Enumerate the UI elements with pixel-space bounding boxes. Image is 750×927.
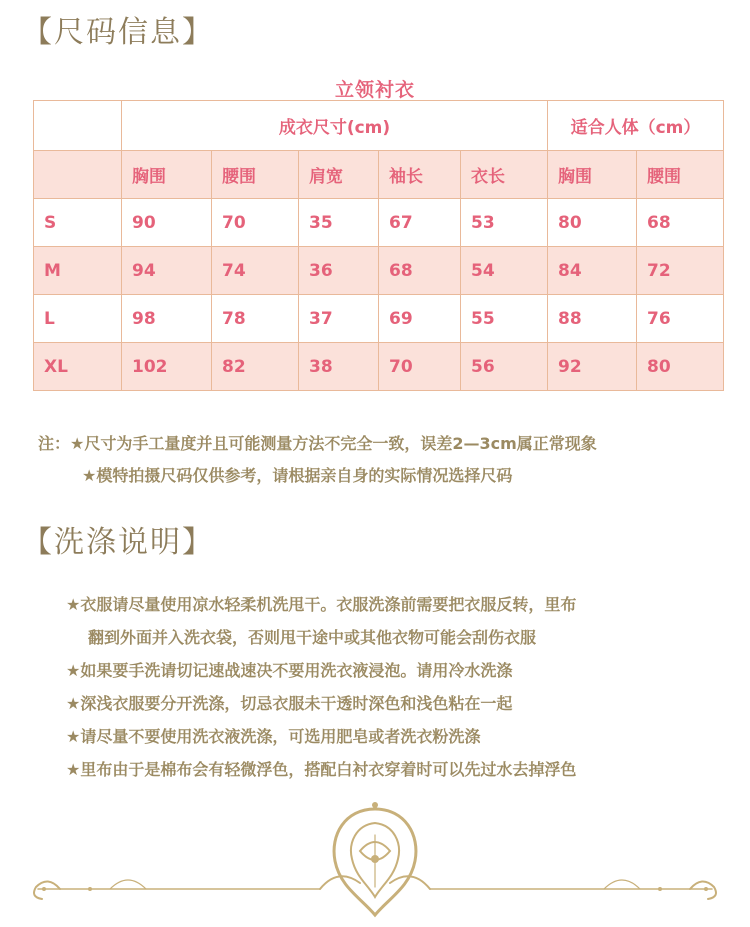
table-cell: 70 (212, 199, 299, 247)
wash-line: ★如果要手洗请切记速战速决不要用洗衣液浸泡。请用冷水洗涤 (66, 661, 513, 680)
table-caption: 立领衬衣 (334, 79, 415, 101)
table-cell: 54 (461, 247, 548, 295)
column-header: 胸围 (122, 151, 212, 199)
size-label: M (34, 247, 122, 295)
size-label: L (34, 295, 122, 343)
table-cell: 78 (212, 295, 299, 343)
garment-size-group: 成衣尺寸(cm) (122, 101, 548, 151)
table-cell: 80 (637, 343, 724, 391)
column-header: 胸围 (548, 151, 637, 199)
table-cell: 72 (637, 247, 724, 295)
size-notes (38, 428, 597, 492)
table-cell: 35 (299, 199, 379, 247)
table-cell: 38 (299, 343, 379, 391)
column-header: 腰围 (212, 151, 299, 199)
size-label: S (34, 199, 122, 247)
table-group-header (34, 101, 724, 151)
table-cell: 74 (212, 247, 299, 295)
wash-line: ★衣服请尽量使用凉水轻柔机洗甩干。衣服洗涤前需要把衣服反转，里布 (66, 595, 577, 614)
table-cell: 76 (637, 295, 724, 343)
wash-line: ★深浅衣服要分开洗涤，切忌衣服未干透时深色和浅色粘在一起 (66, 694, 513, 713)
size-label: XL (34, 343, 122, 391)
decorative-ornament (0, 795, 750, 927)
wash-line: ★请尽量不要使用洗衣液洗涤，可选用肥皂或者洗衣粉洗涤 (66, 727, 481, 746)
column-header: 衣长 (461, 151, 548, 199)
table-cell: 98 (122, 295, 212, 343)
table-cell: 84 (548, 247, 637, 295)
table-row (34, 247, 724, 295)
wash-instructions-title: 【洗涤说明】 (22, 525, 214, 560)
table-cell: 68 (637, 199, 724, 247)
table-cell: 68 (379, 247, 461, 295)
table-row (34, 343, 724, 391)
column-header: 肩宽 (299, 151, 379, 199)
note-line: 注：★尺寸为手工量度并且可能测量方法不完全一致，误差2—3cm属正常现象 (38, 434, 597, 453)
table-cell: 36 (299, 247, 379, 295)
table-row (34, 199, 724, 247)
size-info-title: 【尺码信息】 (22, 15, 214, 50)
table-cell: 67 (379, 199, 461, 247)
empty-corner-cell (34, 101, 122, 151)
table-cell: 69 (379, 295, 461, 343)
wash-line: 翻到外面并入洗衣袋，否则甩干途中或其他衣物可能会刮伤衣服 (88, 628, 537, 647)
size-header-cell (34, 151, 122, 199)
column-header: 腰围 (637, 151, 724, 199)
table-cell: 92 (548, 343, 637, 391)
table-cell: 56 (461, 343, 548, 391)
table-row (34, 295, 724, 343)
table-column-header (34, 151, 724, 199)
table-cell: 80 (548, 199, 637, 247)
table-cell: 90 (122, 199, 212, 247)
wash-instructions (66, 588, 576, 786)
column-header: 袖长 (379, 151, 461, 199)
table-cell: 70 (379, 343, 461, 391)
table-cell: 82 (212, 343, 299, 391)
table-cell: 88 (548, 295, 637, 343)
wash-line: ★里布由于是棉布会有轻微浮色，搭配白衬衣穿着时可以先过水去掉浮色 (66, 760, 577, 779)
size-table (33, 100, 724, 391)
table-cell: 53 (461, 199, 548, 247)
table-cell: 94 (122, 247, 212, 295)
note-line: ★模特拍摄尺码仅供参考，请根据亲自身的实际情况选择尺码 (82, 466, 513, 485)
table-cell: 37 (299, 295, 379, 343)
table-cell: 102 (122, 343, 212, 391)
body-size-group: 适合人体（cm） (548, 101, 724, 151)
table-cell: 55 (461, 295, 548, 343)
